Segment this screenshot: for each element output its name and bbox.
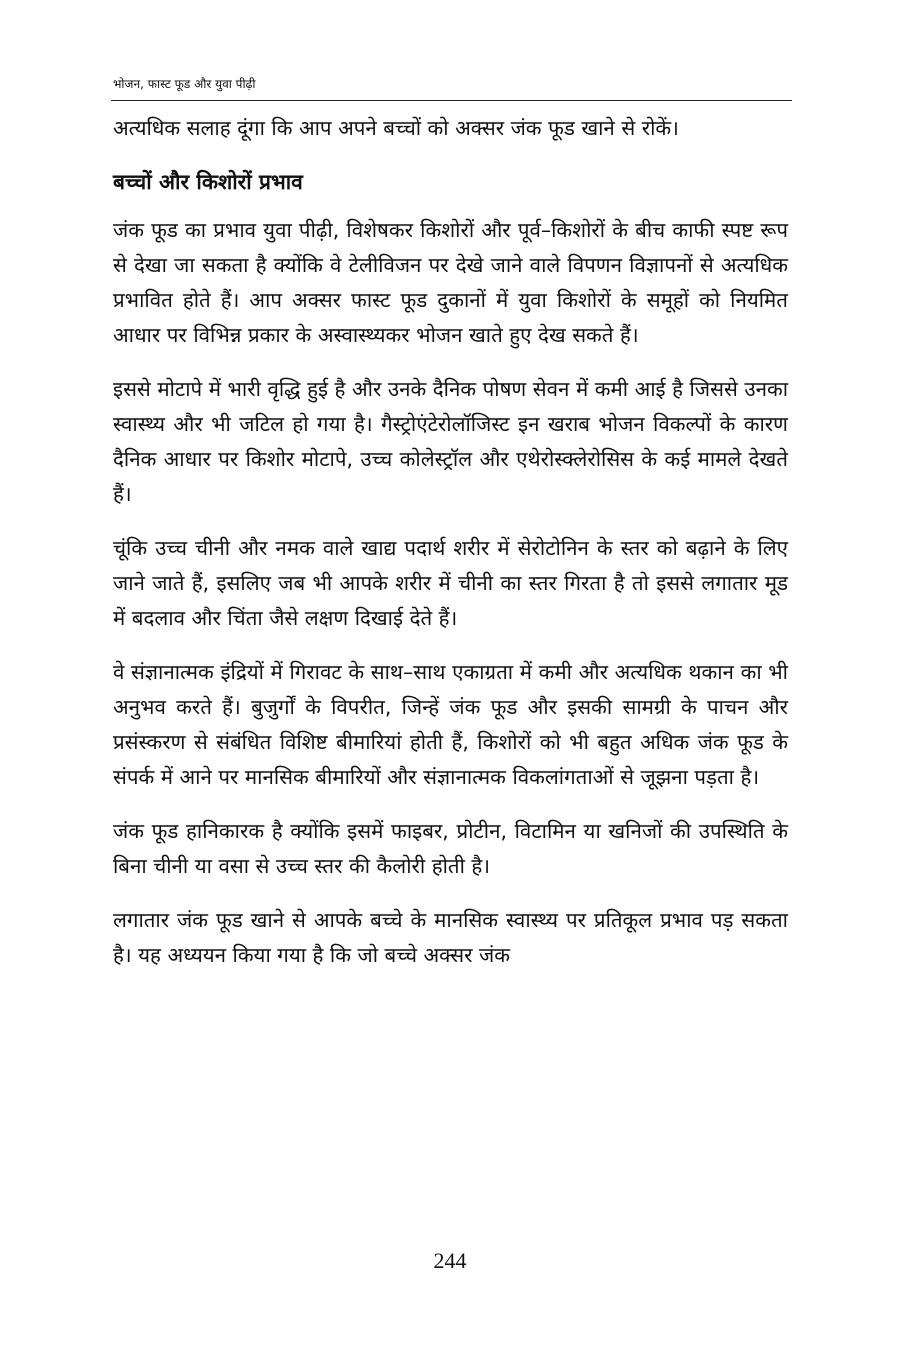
page-body [113,111,788,992]
header-divider [111,100,792,101]
paragraph: जंक फूड का प्रभाव युवा पीढ़ी, विशेषकर किशोरों और पूर्व–किशोरों के बीच काफी स्पष्ट रूप से देखा जा सकता है क्योंकि वे टेलीविजन पर देखे जाने वाले विपणन विज्ञापनों से अत्यधिक प्रभावित होते हैं। आप अक्सर फास्ट फूड दुकानों में युवा किशोरों के समूहों को नियमित आधार पर विभिन्न प्रकार के अस्वास्थ्यकर भोजन खाते हुए देख सकते हैं। [113,218,788,347]
paragraph-continued: अत्यधिक सलाह दूंगा कि आप अपने बच्चों को अक्सर जंक फूड खाने से रोकें। [113,116,679,140]
page-number: 244 [433,1248,467,1273]
paragraph: लगातार जंक फूड खाने से आपके बच्चे के मानसिक स्वास्थ्य पर प्रतिकूल प्रभाव पड़ सकता है। यह अध्ययन किया गया है कि जो बच्चे अक्सर जंक [113,908,788,967]
paragraph: चूंकि उच्च चीनी और नमक वाले खाद्य पदार्थ शरीर में सेरोटोनिन के स्तर को बढ़ाने के लिए जाने जाते हैं, इसलिए जब भी आपके शरीर में चीनी का स्तर गिरता है तो इससे लगातार मूड में बदलाव और चिंता जैसे लक्षण दिखाई देते हैं। [113,536,788,630]
paragraph: वे संज्ञानात्मक इंद्रियों में गिरावट के साथ–साथ एकाग्रता में कमी और अत्यधिक थकान का भी अनुभव करते हैं। बुजुर्गों के विपरीत, जिन्हें जंक फूड और इसकी सामग्री के पाचन और प्रसंस्करण से संबंधित विशिष्ट बीमारियां होती हैं, किशोरों को भी बहुत अधिक जंक फूड के संपर्क में आने पर मानसिक बीमारियों और संज्ञानात्मक विकलांगताओं से जूझना पड़ता है। [113,660,788,789]
paragraph: इससे मोटापे में भारी वृद्धि हुई है और उनके दैनिक पोषण सेवन में कमी आई है जिससे उनका स्वास्थ्य और भी जटिल हो गया है। गैस्ट्रोएंटेरोलॉजिस्ट इन खराब भोजन विकल्पों के कारण दैनिक आधार पर किशोर मोटापे, उच्च कोलेस्ट्रॉल और एथेरोस्क्लेरोसिस के कई मामले देखते हैं। [113,377,788,506]
section-heading: बच्चों और किशोरों प्रभाव [113,170,303,194]
running-header: भोजन, फास्ट फूड और युवा पीढ़ी [113,77,256,91]
paragraph: जंक फूड हानिकारक है क्योंकि इसमें फाइबर, प्रोटीन, विटामिन या खनिजों की उपस्थिति के बिना चीनी या वसा से उच्च स्तर की कैलोरी होती है। [113,819,788,878]
